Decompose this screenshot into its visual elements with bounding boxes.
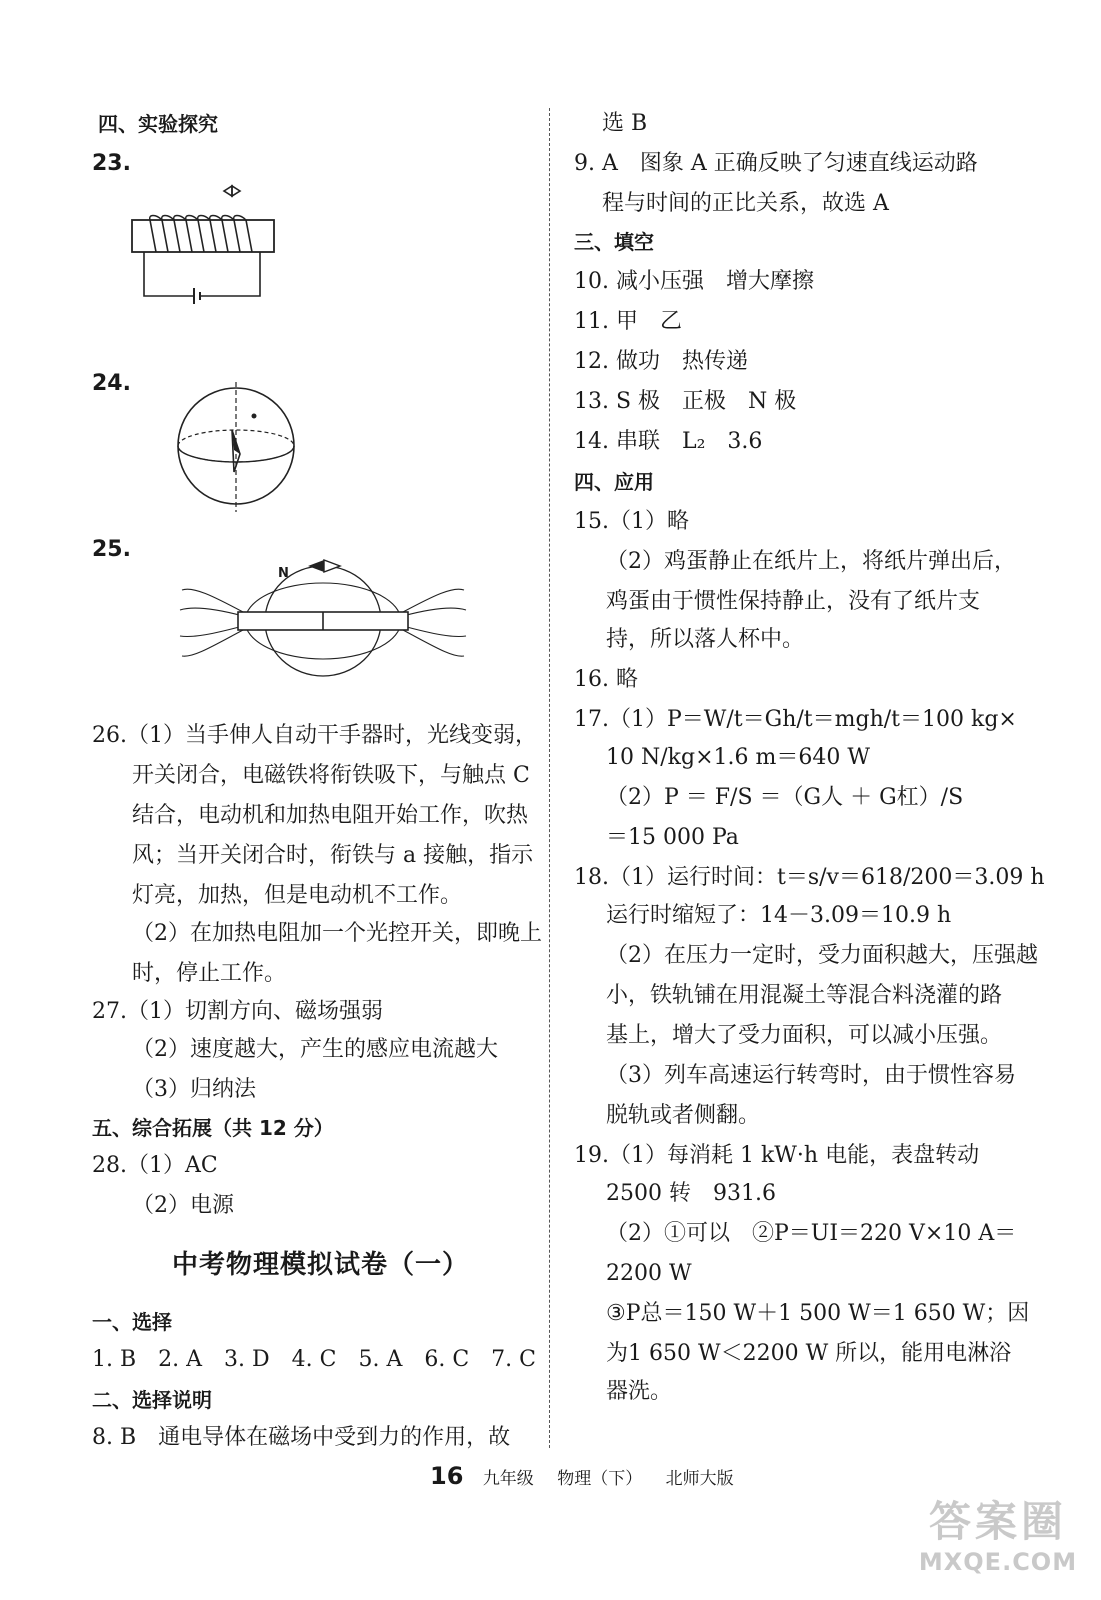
answer-27-line-1: 27.（1）切割方向、磁场强弱: [92, 999, 383, 1024]
question-25-number: 25.: [92, 537, 131, 562]
answer-15-line-3: 鸡蛋由于惯性保持静止，没有了纸片支: [606, 589, 981, 614]
answer-18-line-4: 小，铁轨铺在用混凝土等混合料浇灌的路: [606, 983, 1003, 1008]
answer-16: 16. 略: [574, 667, 638, 692]
answer-15-line-1: 15.（1）略: [574, 509, 689, 534]
answer-19-line-4: 2200 W: [606, 1261, 692, 1286]
answer-9-line-2: 程与时间的正比关系，故选 A: [602, 191, 889, 216]
solenoid-circuit-figure: [128, 184, 318, 304]
answer-13: 13. S 极 正极 N 极: [574, 389, 797, 414]
answer-19-line-1: 19.（1）每消耗 1 kW·h 电能，表盘转动: [574, 1143, 980, 1168]
watermark-url: MXQE.COM: [918, 1548, 1078, 1576]
section-title-extension: 五、综合拓展（共 12 分）: [92, 1116, 334, 1140]
section-title-choice: 一、选择: [92, 1310, 172, 1334]
question-24-number: 24.: [92, 371, 131, 396]
answer-19-line-3: （2）①可以 ②P＝UI＝220 V×10 A＝: [606, 1221, 1017, 1246]
answer-27-line-3: （3）归纳法: [132, 1077, 256, 1102]
answer-28-line-1: 28.（1）AC: [92, 1153, 218, 1178]
answer-26-line-6: （2）在加热电阻加一个光控开关，即晚上: [132, 921, 542, 946]
answer-12: 12. 做功 热传递: [574, 349, 748, 374]
footer-edition: 北师大版: [665, 1469, 734, 1489]
answer-26-line-4: 风；当开关闭合时，衔铁与 a 接触，指示: [132, 843, 534, 868]
answer-15-line-4: 持，所以落人杯中。: [606, 627, 805, 652]
section-title-experiment: 四、实验探究: [98, 112, 218, 136]
answer-28-line-2: （2）电源: [132, 1193, 234, 1218]
answer-26-line-7: 时，停止工作。: [132, 961, 287, 986]
answer-26-line-1: 26.（1）当手伸人自动干手器时，光线变弱，: [92, 723, 537, 748]
section-title-choice-explanation: 二、选择说明: [92, 1388, 212, 1412]
answer-8-continued: 选 B: [602, 111, 648, 136]
answer-26-line-5: 灯亮，加热，但是电动机不工作。: [132, 883, 463, 908]
answer-17-line-1: 17.（1）P＝W/t＝Gh/t＝mgh/t＝100 kg×: [574, 707, 1017, 732]
choice-answers: 1. B 2. A 3. D 4. C 5. A 6. C 7. C: [92, 1347, 536, 1372]
answer-18-line-3: （2）在压力一定时，受力面积越大，压强越: [606, 943, 1038, 968]
bar-magnet-field-figure: [178, 556, 468, 680]
answer-17-line-2: 10 N/kg×1.6 m＝640 W: [606, 745, 870, 770]
answer-14: 14. 串联 L₂ 3.6: [574, 429, 763, 454]
exam-title: 中考物理模拟试卷（一）: [172, 1250, 470, 1280]
section-title-fill: 三、填空: [574, 230, 654, 254]
site-watermark: [913, 1496, 1083, 1586]
answer-18-line-2: 运行时缩短了：14－3.09＝10.9 h: [606, 903, 952, 928]
answer-10: 10. 减小压强 增大摩擦: [574, 269, 814, 294]
answer-17-line-4: ＝15 000 Pa: [606, 825, 739, 850]
footer-subject: 物理（下）: [557, 1469, 643, 1489]
answer-18-line-7: 脱轨或者侧翻。: [606, 1103, 761, 1128]
earth-compass-figure: [174, 380, 304, 515]
column-divider: [549, 108, 550, 1448]
answer-8: 8. B 通电导体在磁场中受到力的作用，故: [92, 1425, 511, 1450]
answer-9-line-1: 9. A 图象 A 正确反映了匀速直线运动路: [574, 151, 978, 176]
answer-19-line-2: 2500 转 931.6: [606, 1181, 776, 1206]
page-footer: [430, 1462, 752, 1490]
answer-15-line-2: （2）鸡蛋静止在纸片上，将纸片弹出后，: [606, 549, 1016, 574]
answer-11: 11. 甲 乙: [574, 309, 682, 334]
section-title-application: 四、应用: [574, 470, 654, 494]
page-number: 16: [430, 1462, 464, 1490]
answer-26-line-3: 结合，电动机和加热电阻开始工作，吹热: [132, 803, 529, 828]
footer-grade: 九年级: [482, 1469, 534, 1489]
answer-18-line-5: 基上，增大了受力面积，可以减小压强。: [606, 1023, 1003, 1048]
answer-27-line-2: （2）速度越大，产生的感应电流越大: [132, 1037, 498, 1062]
answer-19-line-5: ③P总＝150 W＋1 500 W＝1 650 W；因: [606, 1301, 1030, 1326]
watermark-text: 答案圈: [928, 1497, 1067, 1546]
answer-18-line-6: （3）列车高速运行转弯时，由于惯性容易: [606, 1063, 1016, 1088]
magnet-n-label: N: [278, 566, 289, 581]
answer-18-line-1: 18.（1）运行时间：t＝s/v＝618/200＝3.09 h: [574, 865, 1045, 890]
answer-19-line-6: 为1 650 W＜2200 W 所以，能用电淋浴: [606, 1341, 1012, 1366]
answer-19-line-7: 器洗。: [606, 1379, 673, 1404]
answer-26-line-2: 开关闭合，电磁铁将衔铁吸下，与触点 C: [132, 763, 530, 788]
question-23-number: 23.: [92, 151, 131, 176]
answer-17-line-3: （2）P ＝ F/S ＝（G人 ＋ G杠）/S: [606, 785, 964, 810]
